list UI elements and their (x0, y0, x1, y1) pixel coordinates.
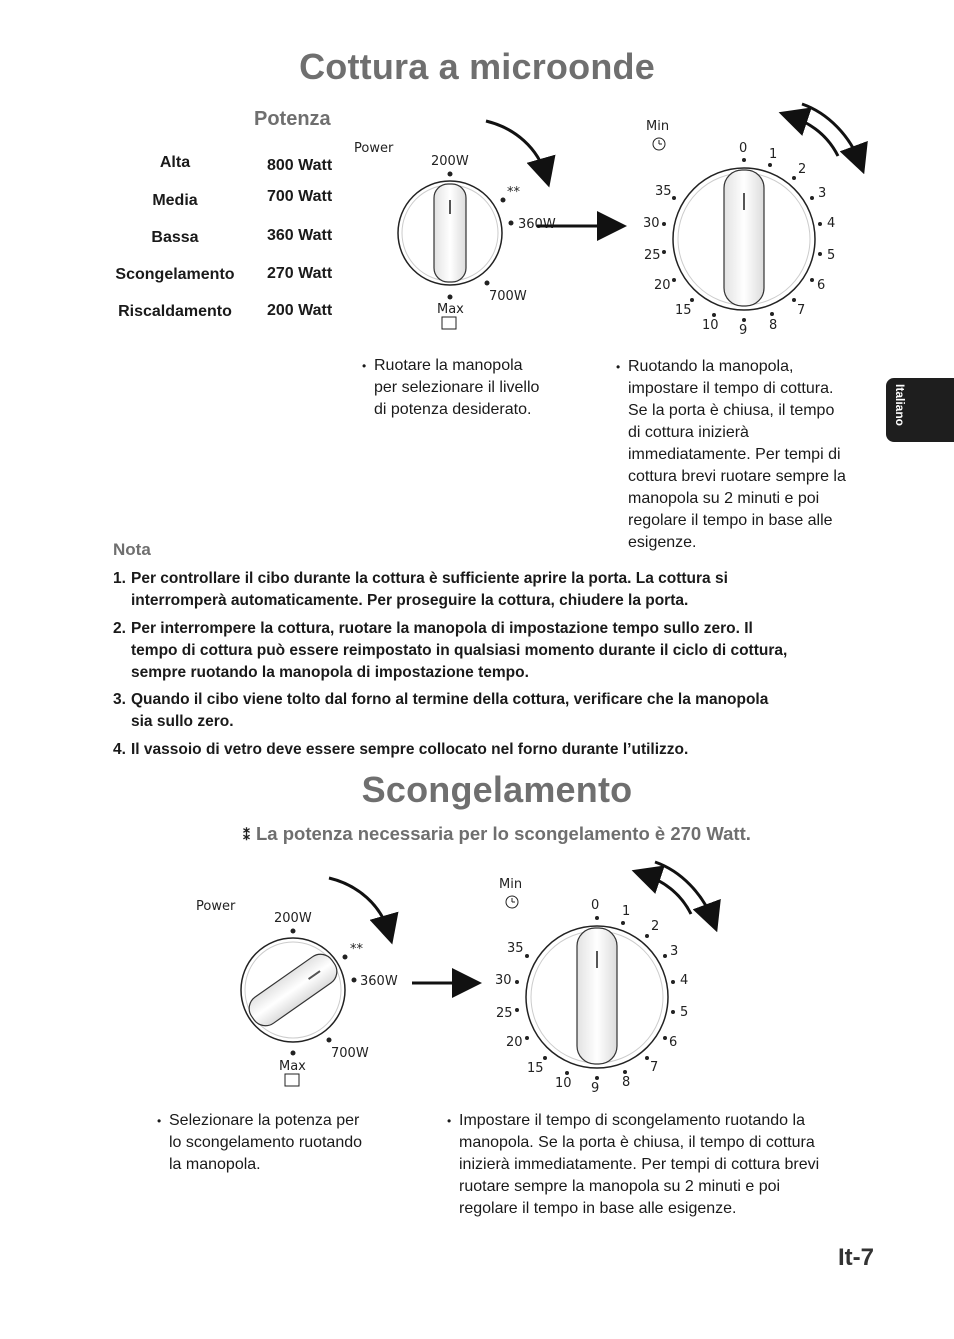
language-tab: Italiano (886, 378, 954, 442)
tick-9-bottom: 9 (591, 1081, 600, 1096)
microwave-icon (442, 317, 456, 329)
power-label-bottom: Power (196, 899, 236, 914)
rotate-arrow-cw-icon (802, 104, 860, 163)
power-dial-bottom (196, 878, 398, 1086)
mark-360w-bottom: 360W (360, 974, 398, 989)
tick-0: 0 (739, 141, 748, 156)
tick-30-bottom: 30 (495, 973, 512, 988)
power-level-scongelamento: Scongelamento (115, 266, 235, 283)
mark-200w: 200W (431, 154, 469, 169)
power-level-alta: Alta (159, 154, 191, 171)
tick-20: 20 (654, 278, 671, 293)
note-item: 1. Per controllare il cibo durante la cottura è sufficiente aprire la porta. La cottura si interromperà automaticamente. Per proseguire la cottura, chiudere la porta. (113, 570, 728, 609)
bullet-icon: • (362, 359, 367, 373)
bullet-icon: • (157, 1114, 162, 1128)
tick-15-bottom: 15 (527, 1061, 544, 1076)
tick-7-bottom: 7 (650, 1060, 659, 1075)
tick-1: 1 (769, 147, 778, 162)
tick-10-bottom: 10 (555, 1076, 572, 1091)
bullet-icon: • (447, 1114, 452, 1128)
power-label: Power (354, 141, 394, 156)
rotate-arrow-icon (486, 121, 546, 176)
mark-max-bottom: Max (279, 1059, 306, 1074)
power-watt-700: 700 Watt (267, 188, 333, 205)
tick-35: 35 (655, 184, 672, 199)
tick-7: 7 (797, 303, 806, 318)
power-level-riscaldamento: Riscaldamento (118, 303, 232, 320)
power-watt-270: 270 Watt (267, 265, 333, 282)
tick-2: 2 (798, 162, 807, 177)
timer-dial-top (643, 104, 860, 338)
tick-2-bottom: 2 (651, 919, 660, 934)
mark-200w-bottom: 200W (274, 911, 312, 926)
tick-4-bottom: 4 (680, 973, 689, 988)
power-dial-top (354, 121, 556, 329)
min-label: Min (646, 119, 670, 134)
power-watt-800: 800 Watt (267, 157, 333, 174)
power-watt-200: 200 Watt (267, 302, 333, 319)
page-number: It-7 (838, 1244, 874, 1271)
defrost-subtitle: ⁑ La potenza necessaria per lo scongelamento è 270 Watt. (243, 823, 751, 844)
defrost-symbol-bottom: ** (350, 942, 363, 957)
tick-30: 30 (643, 216, 660, 231)
tick-8-bottom: 8 (622, 1075, 631, 1090)
rotate-arrow-icon-bottom (329, 878, 389, 933)
tick-25: 25 (644, 248, 661, 263)
note-item: 2. Per interrompere la cottura, ruotare la manopola di impostazione tempo sullo zero. Il tempo di cottura può essere reimpostato in qualsiasi momento durante il ciclo di cottura, sempre ruotando la manopola di impostazione tempo. (113, 620, 788, 681)
tick-6-bottom: 6 (669, 1035, 678, 1050)
tick-5-bottom: 5 (680, 1005, 689, 1020)
mark-700w-bottom: 700W (331, 1046, 369, 1061)
note-item: 4. Il vassoio di vetro deve essere sempre collocato nel forno durante l’utilizzo. (113, 741, 689, 758)
tick-35-bottom: 35 (507, 941, 524, 956)
tick-4: 4 (827, 216, 836, 231)
power-watt-360: 360 Watt (267, 227, 333, 244)
tick-6: 6 (817, 278, 826, 293)
mark-700w: 700W (489, 289, 527, 304)
instruction-timer-top: • Ruotando la manopola, impostare il tempo di cottura. Se la porta è chiusa, il tempo di cottura inizierà immediatamente. Per tempi di cottura brevi ruotare sempre la manopola su 2 minuti e poi regolare il tempo in base alle esigenze. (616, 358, 846, 551)
defrost-symbol: ** (507, 185, 520, 200)
bullet-icon: • (616, 360, 621, 374)
timer-dial-bottom (495, 862, 713, 1096)
tick-10: 10 (702, 318, 719, 333)
defrost-icon: ⁑ (243, 827, 250, 843)
microwave-icon-bottom (285, 1074, 299, 1086)
tick-20-bottom: 20 (506, 1035, 523, 1050)
note-item: 3. Quando il cibo viene tolto dal forno al termine della cottura, verificare che la manopola sia sullo zero. (113, 691, 769, 730)
tick-0-bottom: 0 (591, 898, 600, 913)
instruction-timer-bottom: • Impostare il tempo di scongelamento ruotando la manopola. Se la porta è chiusa, il tempo di cottura inizierà immediatamente. Per tempi di cottura brevi ruotare sempre la manopola su 2 minuti e poi regolare il tempo in base alle esigenze. (447, 1112, 820, 1217)
tick-9: 9 (739, 323, 748, 338)
min-label-bottom: Min (499, 877, 523, 892)
mark-max: Max (437, 302, 464, 317)
tick-5: 5 (827, 248, 836, 263)
tick-1-bottom: 1 (622, 904, 631, 919)
tick-25-bottom: 25 (496, 1006, 513, 1021)
instruction-power-bottom: • Selezionare la potenza per lo scongelamento ruotando la manopola. (157, 1112, 363, 1173)
power-level-media: Media (152, 192, 198, 209)
section-title-defrost: Scongelamento (361, 769, 633, 810)
power-table-header: Potenza (254, 108, 331, 130)
note-heading: Nota (113, 540, 151, 559)
mark-360w: 360W (518, 217, 556, 232)
tick-15: 15 (675, 303, 692, 318)
page-title: Cottura a microonde (299, 46, 655, 87)
tick-3-bottom: 3 (670, 944, 679, 959)
rotate-arrow-cw-icon-bottom (655, 862, 713, 921)
power-level-bassa: Bassa (151, 229, 199, 246)
tick-8: 8 (769, 318, 778, 333)
instruction-power-top: • Ruotare la manopola per selezionare il livello di potenza desiderato. (362, 357, 540, 418)
tick-3: 3 (818, 186, 827, 201)
